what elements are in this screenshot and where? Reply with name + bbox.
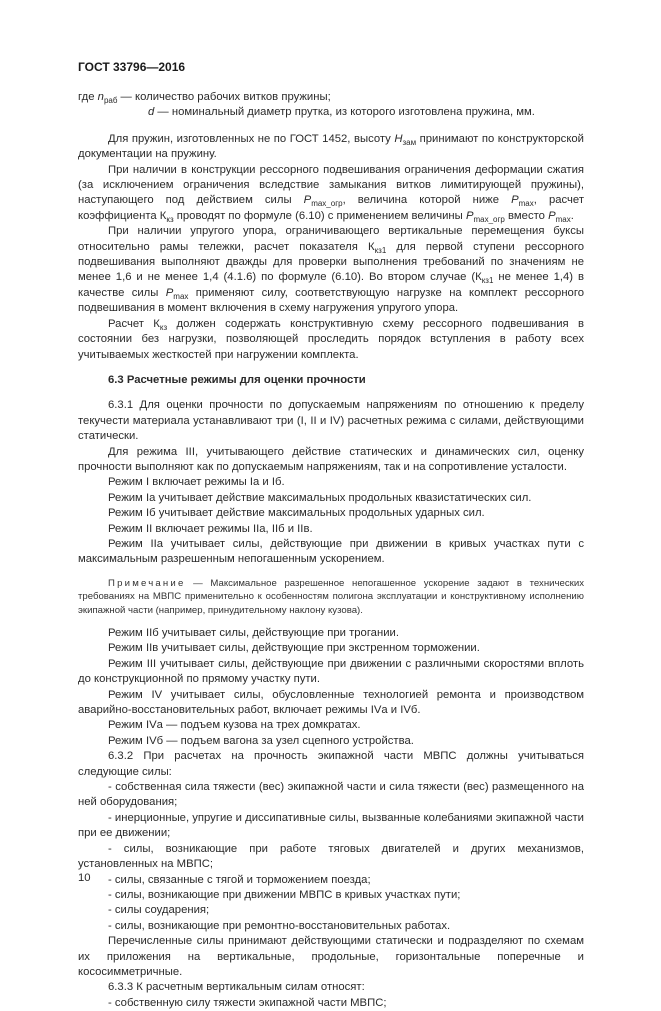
text-run: Режим I включает режимы Iа и Iб. xyxy=(108,476,285,489)
paragraph xyxy=(78,105,584,120)
paragraph xyxy=(78,688,584,719)
variable: H xyxy=(394,132,403,145)
text-run: - инерционные, упругие и диссипативные силы, вызванные колебаниями экипажной части при ее движении; xyxy=(78,811,584,840)
paragraph xyxy=(78,537,584,568)
text-run: принимают по конструкторской документации на пружину. xyxy=(78,132,584,161)
text-run: , расчет коэффициента К xyxy=(78,194,585,222)
subscript: кз xyxy=(166,214,174,224)
variable: n xyxy=(97,91,104,103)
text-run: вместо xyxy=(504,209,549,222)
paragraph xyxy=(78,980,584,995)
paragraph xyxy=(78,811,584,842)
subscript: max_огр xyxy=(311,199,343,209)
text-run: применяют силу, соответствующую нагрузке на комплект рессорного подвешивания в момент включения в схему нагружения упругого упора. xyxy=(78,286,584,315)
paragraph xyxy=(78,903,584,918)
text-run: - силы, возникающие при работе тяговых двигателей и других механизмов, установленных на МВПС; xyxy=(78,842,584,871)
text-run: . xyxy=(570,209,574,222)
text-run: Расчет К xyxy=(108,317,160,330)
text-run: Режим II включает режимы IIа, IIб и IIв. xyxy=(108,522,313,535)
text-run: — номинальный диаметр прутка, из которого изготовлена пружина, мм. xyxy=(154,106,535,119)
subscript: max xyxy=(173,291,189,301)
subscript: кз xyxy=(159,322,168,332)
subscript: раб xyxy=(103,96,118,105)
text-run: должен содержать конструктивную схему рессорного подвешивания в состоянии без нагрузки, позволяющей проследить порядок вступления в работу всех учитываемых жесткостей при нагружении комплекта. xyxy=(78,317,585,361)
text-run: — количество рабочих витков пружины; xyxy=(117,91,331,103)
subscript: кз1 xyxy=(481,276,494,286)
text-run: проводят по формуле (6.10) с применением величины xyxy=(173,209,466,222)
paragraph xyxy=(78,475,584,490)
text-run: 6.3.1 Для оценки прочности по допускаемым напряжениям по отношению к пределу текучести материала устанавливают три (I, II и IV) расчетных режима с силами, действующими статически. xyxy=(78,399,584,443)
text-run: Для режима III, учитывающего действие статических и динамических сил, оценку прочности выполняют как по допускаемым напряжениям, так и на сопротивление усталости. xyxy=(78,445,584,473)
text-run: Примечание xyxy=(108,577,186,589)
paragraph xyxy=(78,873,584,888)
paragraph xyxy=(78,317,584,363)
document-body xyxy=(78,90,584,1011)
subscript: кз1 xyxy=(374,245,387,255)
paragraph xyxy=(78,749,584,780)
paragraph xyxy=(78,919,584,934)
text-run: Режим IIв учитывает силы, действующие при экстренном торможении. xyxy=(108,642,480,655)
text-run: 6.3 Расчетные режимы для оценки прочности xyxy=(108,373,366,386)
text-run: Для пружин, изготовленных не по ГОСТ 1452, высоту xyxy=(108,132,395,145)
text-run: - силы, связанные с тягой и торможением поезда; xyxy=(108,873,371,886)
text-run: - силы, возникающие при движении МВПС в кривых участках пути; xyxy=(108,888,461,901)
paragraph xyxy=(78,90,584,105)
paragraph xyxy=(78,132,584,163)
text-run: - силы соударения; xyxy=(108,904,210,917)
paragraph xyxy=(78,445,584,476)
paragraph xyxy=(78,398,584,444)
paragraph xyxy=(78,996,584,1011)
text-run: Режим IIб учитывает силы, действующие при трогании. xyxy=(108,627,399,639)
text-run: Режим III учитывает силы, действующие при движении с различными скоростями вплоть до конструкционной по прямому участку пути. xyxy=(78,657,584,686)
paragraph xyxy=(78,491,584,506)
text-run: - собственная сила тяжести (вес) экипажной части и сила тяжести (вес) размещенного на ней оборудования; xyxy=(78,781,584,809)
text-run: Режим IV учитывает силы, обусловленные технологией ремонта и производством аварийно-восстановительных работ, включает режимы IVа и IVб. xyxy=(78,688,584,717)
text-run: 6.3.2 При расчетах на прочность экипажной части МВПС должны учитываться следующие силы: xyxy=(78,750,584,778)
text-run: — Максимальное разрешенное непогашенное ускорение задают в технических требованиях на МВПС применительно к особенностям полигона эксплуатации и конструктивному исполнению экипажной части (например, принудительному наклону кузова). xyxy=(78,577,584,616)
text-run: При наличии в конструкции рессорного подвешивания ограничения деформации сжатия (за исключением ограничения вследствие замыкания витков лимитирующей пружины), наступающего под действием силы xyxy=(78,163,584,207)
paragraph xyxy=(78,522,584,537)
variable: d xyxy=(148,106,155,119)
paragraph xyxy=(78,734,584,749)
text-run: Режим IVа — подъем кузова на трех домкратах. xyxy=(108,719,361,732)
variable: P xyxy=(511,194,519,207)
paragraph xyxy=(78,163,584,225)
paragraph xyxy=(78,506,584,521)
paragraph xyxy=(78,657,584,688)
text-run: - собственную силу тяжести экипажной части МВПС; xyxy=(108,996,387,1009)
text-run: для первой ступени рессорного подвешивания выполняют дважды для проверки выполнения требований по значениям не менее 1,6 и не менее 1,4 (4.1.6) по формуле (6.10). Во втором случае (К xyxy=(78,240,584,284)
variable: P xyxy=(165,286,174,299)
text-run: Режим IVб — подъем вагона за узел сцепного устройства. xyxy=(108,734,414,747)
text-run: 6.3.3 К расчетным вертикальным силам относят: xyxy=(108,981,365,994)
note-paragraph xyxy=(78,577,584,617)
variable: P xyxy=(465,209,474,222)
paragraph xyxy=(78,718,584,733)
section-heading xyxy=(78,373,584,388)
text-run: При наличии упругого упора, ограничивающего вертикальные перемещения буксы относительно рамы тележки, расчет показателя К xyxy=(78,225,584,253)
paragraph xyxy=(78,626,584,641)
document-header: ГОСТ 33796—2016 xyxy=(78,60,186,74)
text-run: Режим Iа учитывает действие максимальных продольных квазистатических сил. xyxy=(108,491,532,504)
paragraph xyxy=(78,224,584,316)
text-run: Режим IIа учитывает силы, действующие при движении в кривых участках пути с максимальным разрешенным непогашенным ускорением. xyxy=(78,537,584,566)
text-run: Перечисленные силы принимают действующими статически и подразделяют по схемам их приложения на вертикальные, продольные, горизонтальные поперечные и кососимметричные. xyxy=(78,935,584,978)
text-run: не менее 1,4) в качестве силы xyxy=(78,271,584,299)
variable: P xyxy=(303,194,312,207)
subscript: зам xyxy=(402,137,417,147)
paragraph xyxy=(78,780,584,811)
variable: P xyxy=(548,209,556,222)
subscript: max_огр xyxy=(473,214,505,224)
text-run: где xyxy=(78,91,98,103)
text-run: , величина которой ниже xyxy=(342,194,512,207)
subscript: max xyxy=(555,214,571,224)
paragraph xyxy=(78,934,584,980)
page-number: 10 xyxy=(78,872,91,884)
paragraph xyxy=(78,888,584,903)
paragraph xyxy=(78,641,584,656)
text-run: Режим Iб учитывает действие максимальных продольных ударных сил. xyxy=(108,507,485,520)
text-run: - силы, возникающие при ремонтно-восстановительных работах. xyxy=(108,919,451,932)
subscript: max xyxy=(518,199,534,209)
paragraph xyxy=(78,842,584,873)
